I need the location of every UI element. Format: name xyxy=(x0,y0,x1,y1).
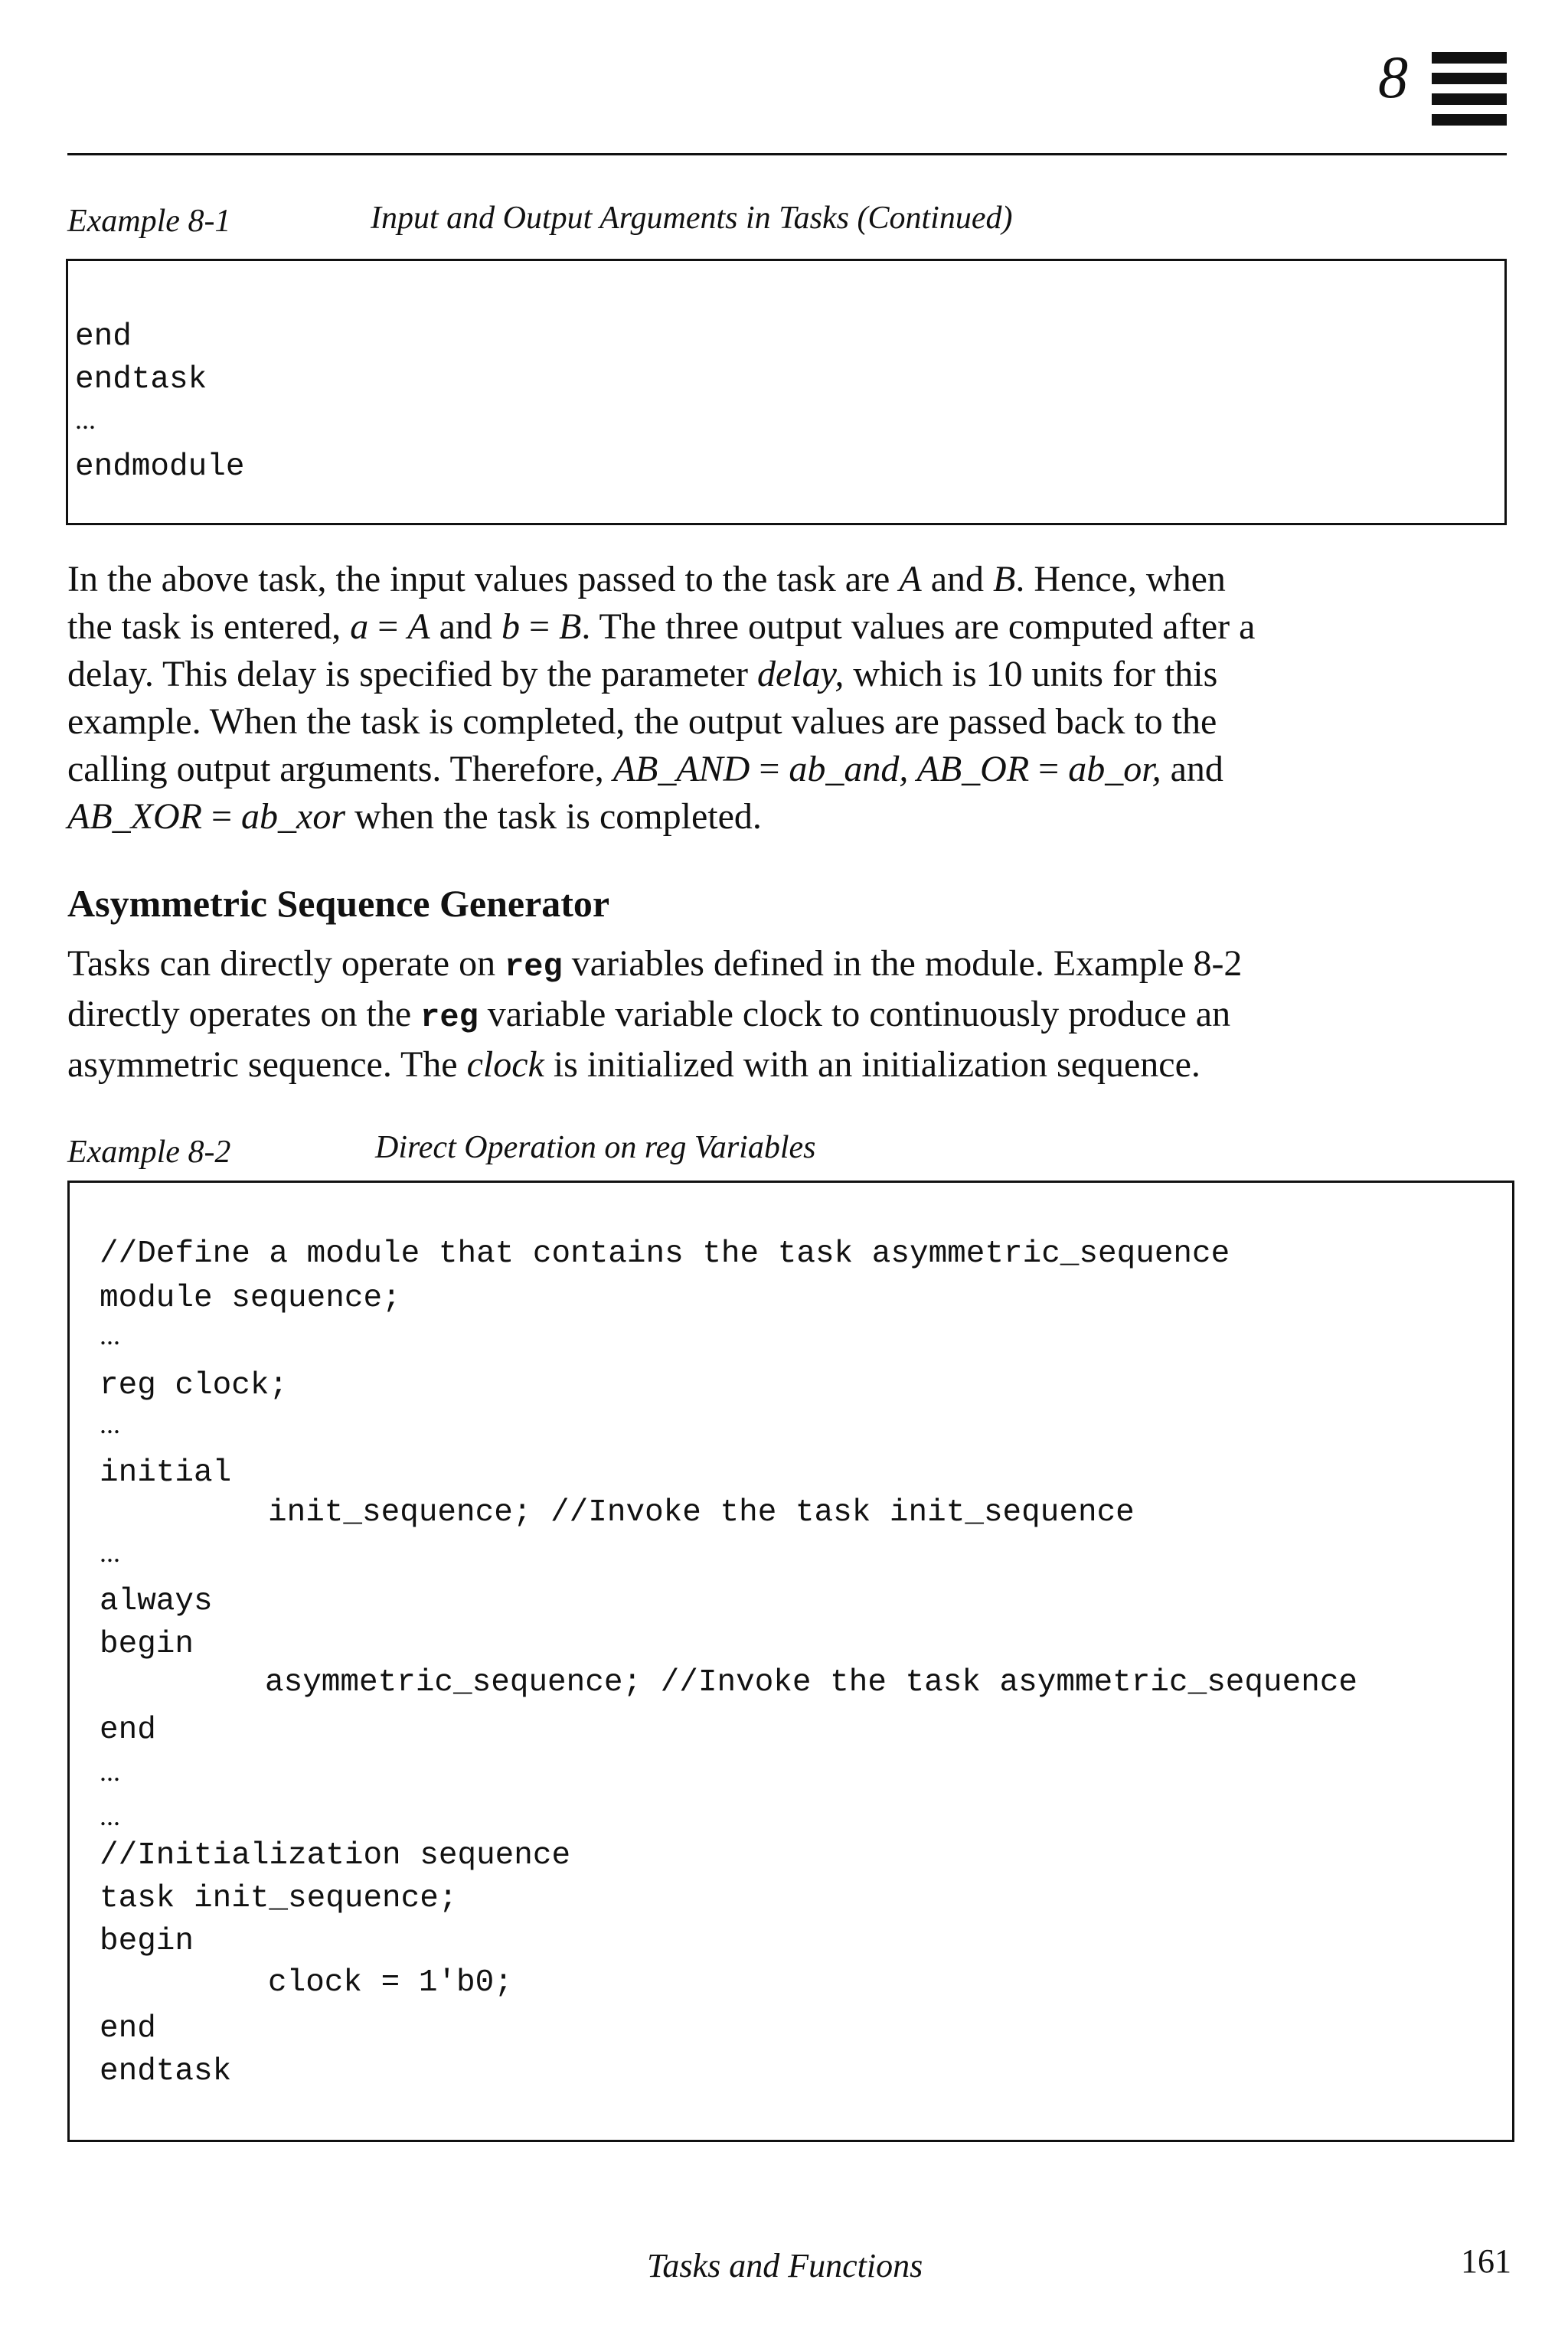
italic-term: AB_XOR xyxy=(67,796,202,837)
italic-term: ab_xor xyxy=(241,796,346,837)
example-8-2-title: Direct Operation on reg Variables xyxy=(375,1130,816,1165)
code-keyword: reg xyxy=(505,949,563,985)
paragraph-line: In the above task, the input values passed to the task are A and B. Hence, when xyxy=(67,559,1226,599)
code-line: begin xyxy=(100,1924,194,1959)
italic-term: b xyxy=(501,606,520,647)
section-heading: Asymmetric Sequence Generator xyxy=(67,882,610,925)
italic-term: A xyxy=(407,606,430,647)
code-line: reg clock; xyxy=(100,1368,289,1403)
paragraph-line: asymmetric sequence. The clock is initialized with an initialization sequence. xyxy=(67,1044,1200,1085)
code-ellipsis: ... xyxy=(100,1537,120,1568)
code-line: end xyxy=(100,1713,156,1748)
code-ellipsis: ... xyxy=(75,404,96,435)
paragraph-line: delay. This delay is specified by the parameter delay, which is 10 units for this xyxy=(67,654,1218,694)
italic-term: ab_and, AB_OR xyxy=(789,749,1030,789)
paragraph-line: calling output arguments. Therefore, AB_AND = ab_and, AB_OR = ab_or, and xyxy=(67,749,1223,789)
code-ellipsis: ... xyxy=(100,1409,120,1439)
paragraph-line: the task is entered, a = A and b = B. The three output values are computed after a xyxy=(67,606,1256,647)
body-paragraph-1 xyxy=(67,556,1522,841)
code-line: //Define a module that contains the task asymmetric_sequence xyxy=(100,1236,1230,1272)
code-keyword: reg xyxy=(420,999,479,1036)
italic-term: AB_AND xyxy=(612,749,750,789)
code-line: endmodule xyxy=(75,449,245,485)
italic-term: ab_or, xyxy=(1068,749,1161,789)
italic-term: A xyxy=(899,559,922,599)
code-line: //Initialization sequence xyxy=(100,1838,571,1873)
code-line: asymmetric_sequence; //Invoke the task asymmetric_sequence xyxy=(265,1665,1358,1700)
header-rule xyxy=(67,153,1507,155)
code-ellipsis: ... xyxy=(100,1320,120,1350)
paragraph-line: AB_XOR = ab_xor when the task is completed. xyxy=(67,796,762,837)
footer-section-title: Tasks and Functions xyxy=(647,2247,923,2284)
code-ellipsis: ... xyxy=(100,1756,120,1787)
italic-term: delay, xyxy=(757,654,844,694)
italic-term: B xyxy=(993,559,1016,599)
page-number: 161 xyxy=(1461,2242,1511,2280)
code-line: end xyxy=(100,2011,156,2046)
body-paragraph-2 xyxy=(67,940,1522,1089)
example-8-1-code-box xyxy=(66,259,1507,525)
example-8-1-label: Example 8-1 xyxy=(67,204,231,239)
code-line: init_sequence; //Invoke the task init_sequence xyxy=(268,1495,1135,1530)
example-8-1-title: Input and Output Arguments in Tasks (Continued) xyxy=(371,201,1013,236)
chapter-number: 8 xyxy=(1378,44,1408,110)
code-ellipsis: ... xyxy=(100,1801,120,1831)
paragraph-line: directly operates on the reg variable variable clock to continuously produce an xyxy=(67,994,1231,1036)
italic-term: B xyxy=(559,606,582,647)
paragraph-line: example. When the task is completed, the output values are passed back to the xyxy=(67,701,1217,742)
code-line: endtask xyxy=(75,362,207,397)
italic-term: a xyxy=(350,606,369,647)
code-line: always xyxy=(100,1584,213,1619)
code-line: begin xyxy=(100,1627,194,1662)
code-line: end xyxy=(75,319,132,354)
paragraph-line: Tasks can directly operate on reg variables defined in the module. Example 8-2 xyxy=(67,943,1243,985)
code-line: initial xyxy=(100,1455,232,1491)
chapter-bars-icon xyxy=(1432,52,1507,135)
example-8-2-label: Example 8-2 xyxy=(67,1135,231,1170)
code-line: module sequence; xyxy=(100,1281,401,1316)
code-line: endtask xyxy=(100,2054,232,2089)
code-line: clock = 1'b0; xyxy=(268,1965,513,2000)
code-line: task init_sequence; xyxy=(100,1881,458,1916)
italic-term: clock xyxy=(466,1044,544,1085)
